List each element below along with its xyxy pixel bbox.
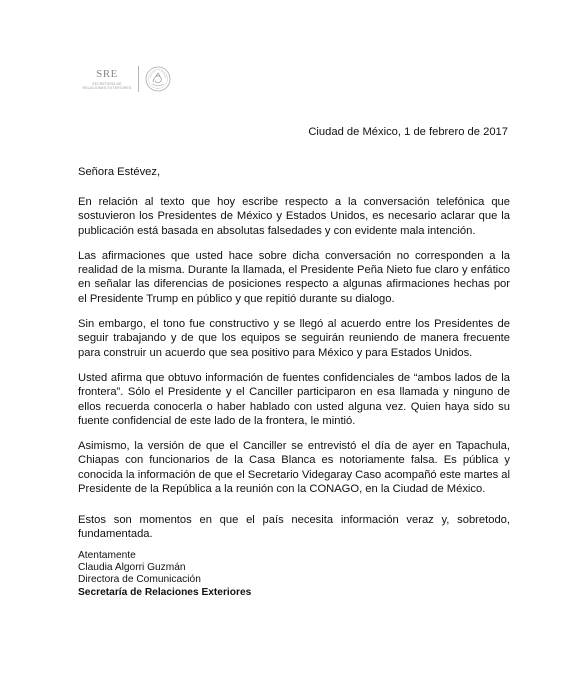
sre-logo [80, 68, 134, 90]
paragraph-3: Sin embargo, el tono fue constructivo y se llegó al acuerdo entre los Presidentes de seguir trabajando y de que los equipos se seguirán reuniendo de manera frecuente para construir un acuerdo que sea positivo para México y para Estados Unidos. [78, 318, 510, 359]
salutation: Señora Estévez, [78, 166, 161, 178]
paragraph-2: Las afirmaciones que usted hace sobre dicha conversación no corresponden a la realidad de la misma. Durante la llamada, el Presidente Peña Nieto fue claro y enfático en señalar las diferencias de posiciones respecto a algunas afirmaciones hechas por el Presidente Trump en público y que repitió durante su dialogo. [78, 249, 510, 305]
paragraph-1: En relación al texto que hoy escribe respecto a la conversación telefónica que sostuvieron los Presidentes de México y Estados Unidos, es necesario aclarar que la publicación está basada en absolutas falsedades y con evidente mala intención. [78, 196, 510, 237]
letter-date: Ciudad de México, 1 de febrero de 2017 [308, 126, 508, 138]
logo-subtitle-line2: RELACIONES EXTERIORES [82, 86, 132, 90]
letter-body [78, 195, 510, 507]
logo-divider [138, 66, 139, 92]
national-seal-icon [145, 66, 171, 92]
signature-closing: Atentamente [78, 550, 136, 561]
logo-subtitle-line1: SECRETARÍA DE [92, 82, 122, 86]
paragraph-4: Usted afirma que obtuvo información de fuentes confidenciales de “ambos lados de la frontera”. Sólo el Presidente y el Canciller participaron en esa llamada y ninguno de ellos recuerda conocerla o haber hablado con usted alguna vez. Quien haya sido su fuente confidencial de este lado de la frontera, le mintió. [78, 371, 510, 427]
closing-paragraph: Estos son momentos en que el país necesita información veraz y, sobretodo, fundamentada. [78, 514, 510, 541]
logo-text: SRE [96, 68, 118, 80]
signature-name: Claudia Algorri Guzmán [78, 562, 186, 574]
paragraph-5: Asimismo, la versión de que el Canciller se entrevistó el día de ayer en Tapachula, Chiapas con funcionarios de la Casa Blanca es notoriamente falsa. Es pública y conocida la información de que el Secretario Videgaray Caso acompañó este martes al Presidente de la República a la reunión con la CONAGO, en la Ciudad de México. [78, 440, 511, 496]
signature-block [78, 550, 251, 599]
signature-title: Directora de Comunicación [78, 574, 201, 586]
logo-subtitle [83, 82, 132, 90]
letterhead [80, 66, 171, 92]
signature-organization: Secretaría de Relaciones Exteriores [78, 586, 252, 598]
